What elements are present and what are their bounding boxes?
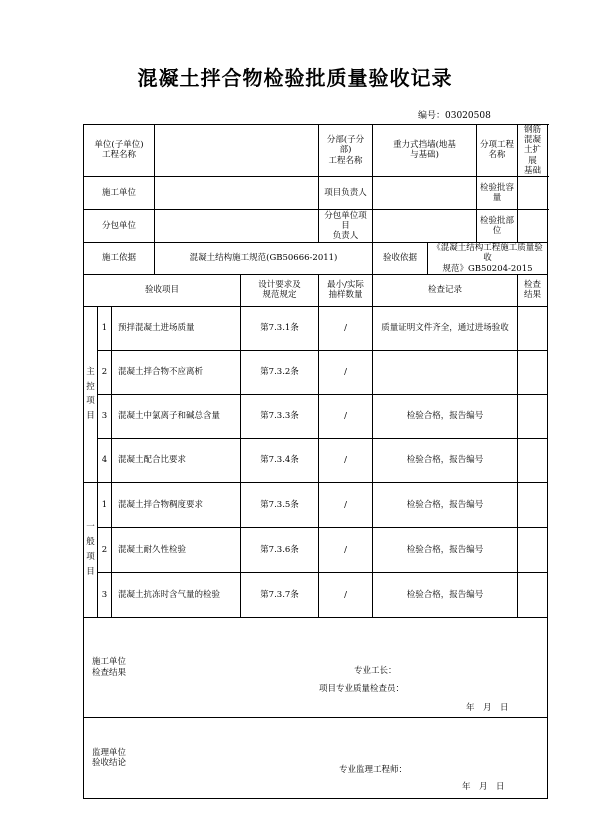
item-record[interactable]: 检验合格，报告编号 [373,482,518,527]
item-name: 混凝土配合比要求 [112,438,241,482]
column-header-row [84,274,548,306]
item-number: 2 [98,350,112,394]
item-number: 2 [98,527,112,572]
document-number: 编号：03020508 [418,111,491,121]
project-manager-label: 项目负责人 [319,176,373,209]
item-record[interactable]: 检验合格，报告编号 [373,438,518,482]
subcontract-manager-value[interactable] [373,209,477,242]
item-clause: 第7.3.7条 [241,572,319,617]
batch-location-label: 检验批部位 [477,209,518,242]
item-name: 混凝土中氯离子和碱总含量 [112,394,241,438]
item-clause: 第7.3.2条 [241,350,319,394]
item-result[interactable] [518,438,548,482]
item-sampling: / [319,350,373,394]
project-manager-value[interactable] [373,176,477,209]
subitem-name-label: 分项工程 名称 [477,125,518,177]
general-item-row [84,527,548,572]
subdivision-name-value[interactable]: 重力式挡墙(地基 与基础) [373,125,477,177]
item-clause: 第7.3.3条 [241,394,319,438]
main-item-row [84,306,548,350]
item-number: 3 [98,394,112,438]
acceptance-basis-value: 《混凝土结构工程施工质量验收 规范》GB50204-2015 [428,242,548,274]
main-item-row [84,394,548,438]
supervising-engineer-signature-label: 专业监理工程师： [339,764,408,775]
supervision-row [84,717,548,798]
batch-location-value[interactable] [518,209,548,242]
item-name: 混凝土抗冻时含气量的检验 [112,572,241,617]
col-header-requirement: 设计要求及 规范规定 [241,274,319,306]
item-record[interactable] [373,350,518,394]
header-row-project [84,125,548,177]
main-item-row [84,438,548,482]
item-clause: 第7.3.1条 [241,306,319,350]
subcontract-unit-value[interactable] [155,209,319,242]
construction-basis-label: 施工依据 [84,242,155,274]
general-item-row [84,572,548,617]
item-sampling: / [319,306,373,350]
batch-capacity-value[interactable] [518,176,548,209]
main-item-row [84,350,548,394]
item-number: 3 [98,572,112,617]
construction-basis-value: 混凝土结构施工规范(GB50666-2011) [155,242,373,274]
item-result[interactable] [518,482,548,527]
quality-inspector-signature-label: 项目专业质量检查员： [319,683,405,694]
unit-name-label: 单位(子单位) 工程名称 [84,125,155,177]
item-result[interactable] [518,350,548,394]
item-sampling: / [319,572,373,617]
unit-name-value[interactable] [155,125,319,177]
item-number: 4 [98,438,112,482]
item-result[interactable] [518,394,548,438]
header-row-construction [84,176,548,209]
general-item-row [84,482,548,527]
item-sampling: / [319,394,373,438]
item-sampling: / [319,527,373,572]
col-header-item: 验收项目 [84,274,241,306]
supervision-label: 监理单位 验收结论 [92,747,127,768]
item-name: 混凝土拌合物稠度要求 [112,482,241,527]
col-header-result: 检查 结果 [518,274,548,306]
construction-check-cell[interactable] [84,617,548,717]
item-name: 预拌混凝土进场质量 [112,306,241,350]
subitem-name-value[interactable]: 钢筋混凝土扩展 基础 [518,125,548,177]
item-record[interactable]: 检验合格，报告编号 [373,572,518,617]
page-title: 混凝土拌合物检验批质量验收记录 [137,66,453,90]
item-result[interactable] [518,527,548,572]
item-name: 混凝土耐久性检验 [112,527,241,572]
supervision-cell[interactable] [84,717,548,798]
foreman-signature-label: 专业工长： [354,665,397,676]
item-result[interactable] [518,306,548,350]
col-header-record: 检查记录 [373,274,518,306]
construction-check-label: 施工单位 检查结果 [92,657,127,678]
item-clause: 第7.3.6条 [241,527,319,572]
item-record[interactable]: 质量证明文件齐全，通过进场验收 [373,306,518,350]
construction-check-row [84,617,548,717]
item-record[interactable]: 检验合格，报告编号 [373,394,518,438]
subdivision-name-label: 分部(子分部) 工程名称 [319,125,373,177]
item-name: 混凝土拌合物不应离析 [112,350,241,394]
header-row-basis [84,242,548,274]
acceptance-record-table [83,124,548,799]
construction-unit-value[interactable] [155,176,319,209]
item-record[interactable]: 检验合格，报告编号 [373,527,518,572]
item-sampling: / [319,482,373,527]
subcontract-unit-label: 分包单位 [84,209,155,242]
construction-check-date: 年 月 日 [466,702,509,713]
construction-unit-label: 施工单位 [84,176,155,209]
item-result[interactable] [518,572,548,617]
item-number: 1 [98,306,112,350]
item-number: 1 [98,482,112,527]
acceptance-basis-label: 验收依据 [373,242,428,274]
header-row-subcontract [84,209,548,242]
general-group-label: 一 般 项 目 [84,482,98,617]
item-clause: 第7.3.4条 [241,438,319,482]
subcontract-manager-label: 分包单位项目 负责人 [319,209,373,242]
col-header-sampling: 最小/实际 抽样数量 [319,274,373,306]
item-sampling: / [319,438,373,482]
batch-capacity-label: 检验批容量 [477,176,518,209]
main-control-group-label: 主 控 项 目 [84,306,98,482]
supervision-date: 年 月 日 [462,781,505,792]
item-clause: 第7.3.5条 [241,482,319,527]
